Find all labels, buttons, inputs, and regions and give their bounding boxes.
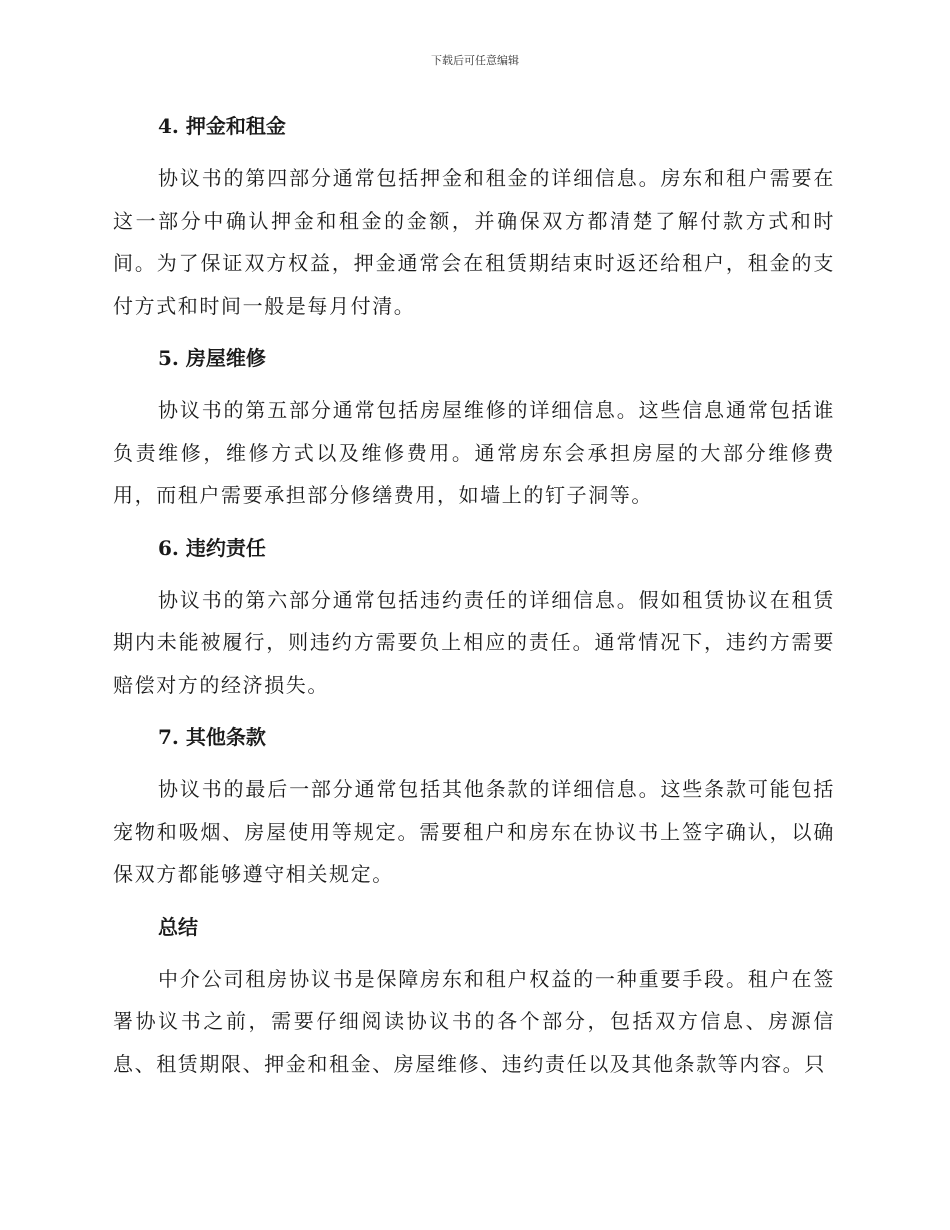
section-heading-other-terms: 7. 其他条款: [158, 725, 266, 749]
section-heading-breach: 6. 违约责任: [158, 535, 266, 560]
document-body: [113, 104, 835, 1085]
section-heading-maintenance: 5. 房屋维修: [158, 346, 266, 370]
section-body-summary: 中介公司租房协议书是保障房东和租户权益的一种重要手段。租户在签署协议书之前，需要仔细阅读协议书的各个部分，包括双方信息、房源信息、租赁期限、押金和租金、房屋维修、违约责任以及其他条款等内容。只: [113, 966, 835, 1076]
section-body-breach: 协议书的第六部分通常包括违约责任的详细信息。假如租赁协议在租赁期内未能被履行，则违约方需要负上相应的责任。通常情况下，违约方需要赔偿对方的经济损失。: [113, 587, 835, 697]
section-body-other-terms: 协议书的最后一部分通常包括其他条款的详细信息。这些条款可能包括宠物和吸烟、房屋使用等规定。需要租户和房东在协议书上签字确认，以确保双方都能够遵守相关规定。: [113, 777, 835, 886]
section-body-deposit-rent: 协议书的第四部分通常包括押金和租金的详细信息。房东和租户需要在这一部分中确认押金和租金的金额，并确保双方都清楚了解付款方式和时间。为了保证双方权益，押金通常会在租赁期结束时返还给租户，租金的支付方式和时间一般是每月付清。: [113, 166, 835, 318]
section-heading-summary: 总结: [158, 914, 198, 939]
section-body-maintenance: 协议书的第五部分通常包括房屋维修的详细信息。这些信息通常包括谁负责维修，维修方式以及维修费用。通常房东会承担房屋的大部分维修费用，而租户需要承担部分修缮费用，如墙上的钉子洞等。: [113, 398, 835, 507]
page-header: 下载后可任意编辑: [431, 54, 519, 67]
section-heading-deposit-rent: 4. 押金和租金: [158, 114, 286, 138]
